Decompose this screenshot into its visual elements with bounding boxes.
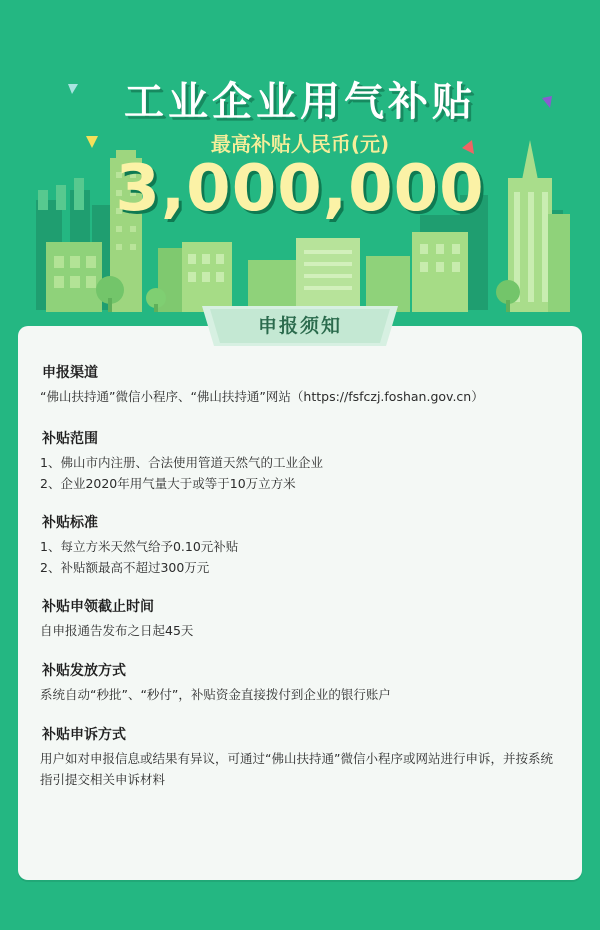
section-text: 1、每立方米天然气给予0.10元补贴 <box>40 539 239 554</box>
section-text: 2、补贴额最高不超过300万元 <box>40 560 210 575</box>
section-text: 指引提交相关申诉材料 <box>40 772 166 787</box>
hero-subtitle: 最高补贴人民币(元) <box>210 132 390 156</box>
section-text: 2、企业2020年用气量大于或等于10万立方米 <box>40 476 296 491</box>
section-text: 系统自动“秒批”、“秒付”，补贴资金直接拨付到企业的银行账户 <box>40 687 391 702</box>
section-text: “佛山扶持通”微信小程序、“佛山扶持通”网站（https://fsfczj.foshan.gov.cn） <box>40 389 484 404</box>
section-text: 用户如对申报信息或结果有异议，可通过“佛山扶持通”微信小程序或网站进行申诉，并按系统 <box>40 751 553 766</box>
section-deadline <box>40 596 560 641</box>
section-title: 补贴范围 <box>40 428 100 448</box>
max-subsidy-amount: 3,000,000 <box>115 152 485 226</box>
section-standard <box>40 512 560 578</box>
section-title: 申报渠道 <box>40 362 100 382</box>
section-appeal <box>40 724 560 790</box>
notice-heading: 申报须知 <box>257 315 342 337</box>
section-scope <box>40 428 560 494</box>
section-text: 自申报通告发布之日起45天 <box>40 623 194 638</box>
hero-banner <box>0 0 600 340</box>
section-payment <box>40 660 560 705</box>
section-text: 1、佛山市内注册、合法使用管道天然气的工业企业 <box>40 455 323 470</box>
section-title: 补贴发放方式 <box>40 660 128 680</box>
section-title: 补贴申诉方式 <box>40 724 128 744</box>
hero-title: 工业企业用气补贴 <box>124 79 476 125</box>
section-title: 补贴标准 <box>40 512 100 532</box>
section-title: 补贴申领截止时间 <box>40 596 156 616</box>
section-channel <box>40 362 560 407</box>
